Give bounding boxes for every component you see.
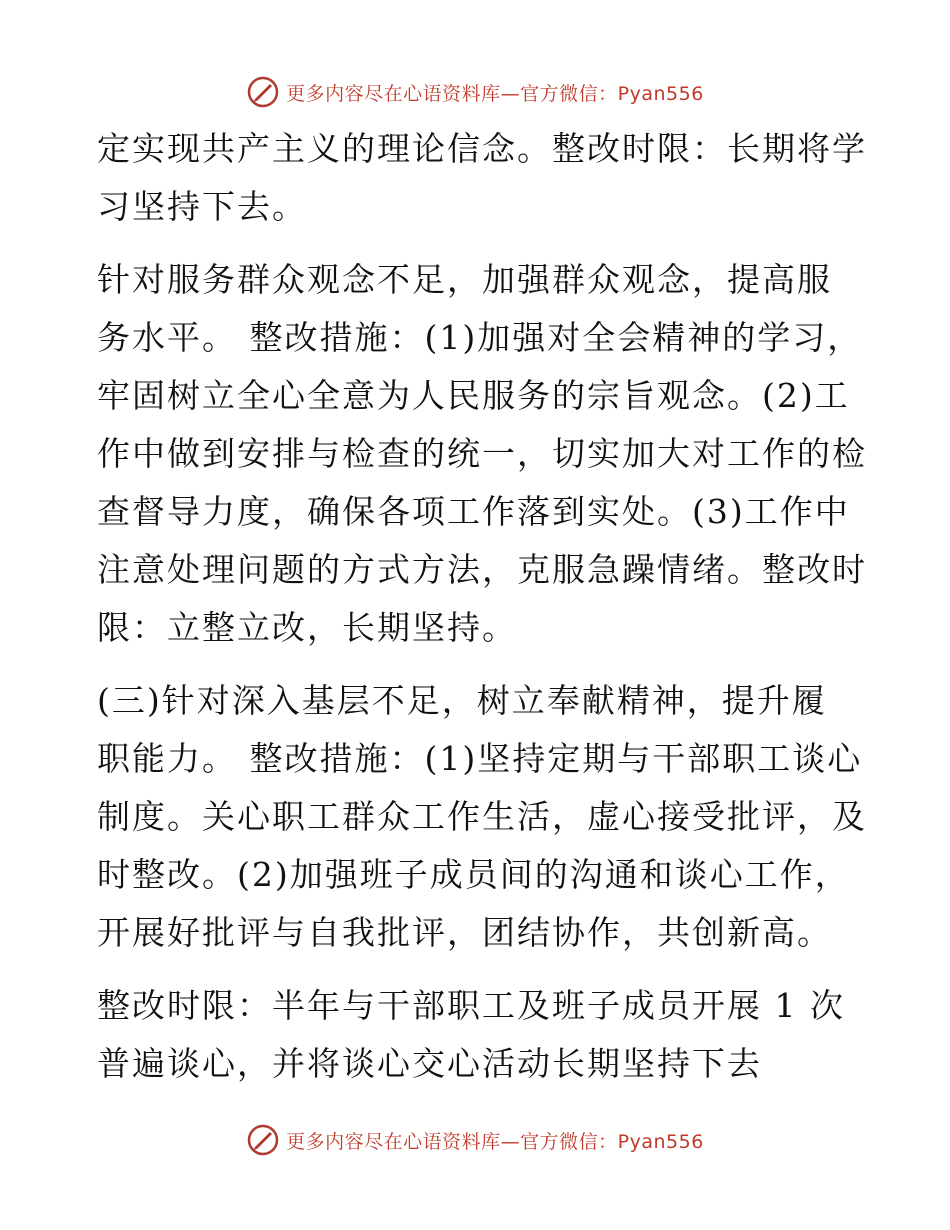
watermark-header xyxy=(0,72,950,112)
text-line: 开展好批评与自我批评，团结协作，共创新高。 xyxy=(97,913,832,952)
wechat-id: Pyan556 xyxy=(617,82,704,105)
text-line: 注意处理问题的方式方法，克服急躁情绪。整改时 xyxy=(97,550,867,589)
paragraph-1 xyxy=(97,120,867,236)
paragraph-4 xyxy=(97,977,857,1093)
text-line: 习坚持下去。 xyxy=(97,187,307,226)
text-line: 定实现共产主义的理论信念。整改时限：长期将学 xyxy=(97,129,867,168)
text-line: 牢固树立全心全意为人民服务的宗旨观念。(2)工 xyxy=(97,376,850,415)
text-line: 针对服务群众观念不足，加强群众观念，提高服 xyxy=(97,260,832,299)
watermark-text: 更多内容尽在心语资料库—官方微信：Pyan556 xyxy=(286,1130,704,1153)
text-line: 时整改。(2)加强班子成员间的沟通和谈心工作， xyxy=(97,855,850,894)
text-line: (三)针对深入基层不足，树立奉献精神，提升履 xyxy=(97,681,827,720)
watermark-text: 更多内容尽在心语资料库—官方微信：Pyan556 xyxy=(286,82,704,105)
text-line: 务水平。 整改措施：(1)加强对全会精神的学习， xyxy=(97,318,863,357)
text-line: 普遍谈心，并将谈心交心活动长期坚持下去 xyxy=(97,1044,762,1083)
paragraph-2 xyxy=(97,251,867,657)
text-line: 限：立整立改，长期坚持。 xyxy=(97,608,517,647)
paragraph-3 xyxy=(97,672,867,962)
quill-logo-icon xyxy=(246,75,280,109)
quill-logo-icon xyxy=(246,1123,280,1157)
text-line: 职能力。 整改措施：(1)坚持定期与干部职工谈心 xyxy=(97,739,863,778)
text-line: 查督导力度，确保各项工作落到实处。(3)工作中 xyxy=(97,492,850,531)
text-line: 整改时限：半年与干部职工及班子成员开展 1 次 xyxy=(97,986,845,1025)
wechat-id: Pyan556 xyxy=(617,1130,704,1153)
document-body xyxy=(97,120,867,1093)
watermark-footer xyxy=(0,1120,950,1160)
text-line: 制度。关心职工群众工作生活，虚心接受批评，及 xyxy=(97,797,867,836)
text-line: 作中做到安排与检查的统一，切实加大对工作的检 xyxy=(97,434,867,473)
